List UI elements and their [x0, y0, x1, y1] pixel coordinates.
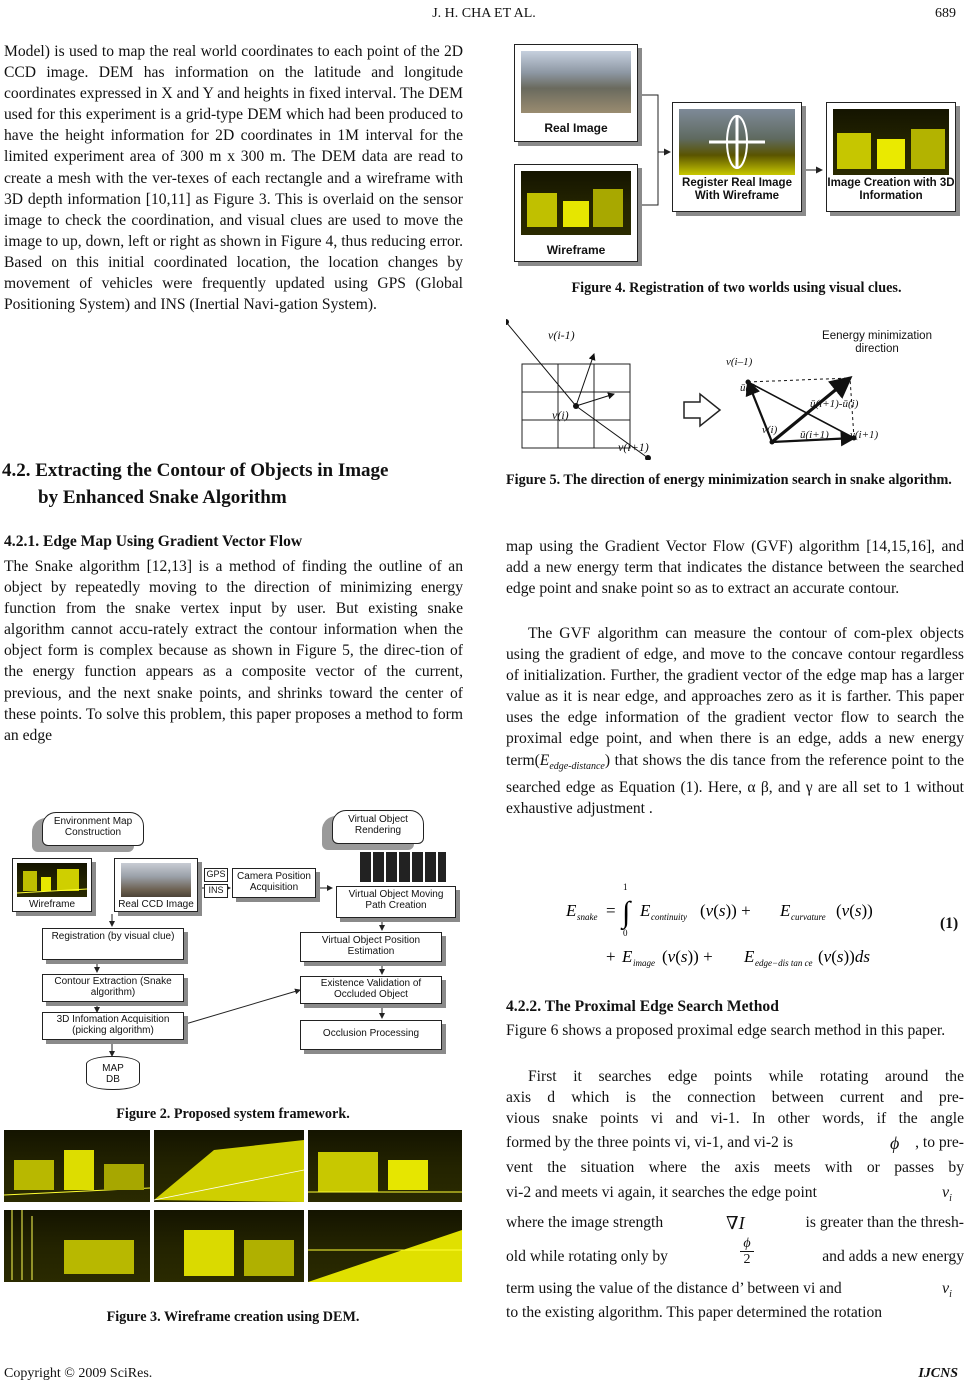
svg-text:E: E: [566, 901, 577, 920]
figure-3: [4, 1130, 462, 1285]
env-map-box: Environment Map Construction: [42, 812, 144, 846]
figure-4-caption: Figure 4. Registration of two worlds using visual clues.: [571, 280, 902, 296]
rendering-thumbnails: [360, 852, 446, 882]
figure-5-caption: Figure 5. The direction of energy minimization search in snake algorithm.: [506, 472, 952, 488]
equation-number: (1): [940, 915, 959, 932]
svg-text:curvature: curvature: [791, 912, 826, 922]
creation-label: Image Creation with 3D Information: [827, 177, 955, 202]
body-paragraph: map using the Gradient Vector Flow (GVF) algorithm [14,15,16], and add a new energy term that indicates the distance between the searched edge point and snake point so as to extract an accurate contour.: [506, 538, 964, 598]
label-u-next: ū(i+1): [800, 429, 829, 441]
contour-box: Contour Extraction (Snake algorithm): [42, 974, 184, 1002]
subsection-heading: 4.2.2. The Proximal Edge Search Method: [506, 998, 779, 1015]
figure-4: [510, 40, 962, 270]
svg-text:0: 0: [623, 928, 628, 938]
body-paragraph: Figure 6 shows a proposed proximal edge search method in this paper.: [506, 1022, 946, 1039]
wireframe-box: [12, 858, 92, 912]
creation-box: [826, 102, 956, 212]
energy-direction-label: Eenergy minimization direction: [822, 330, 932, 355]
svg-text:(v(s)): (v(s)): [836, 901, 873, 920]
registered-image: [679, 109, 795, 175]
wireframe-tile: [308, 1210, 462, 1282]
svg-text:+: +: [606, 947, 616, 966]
section-heading: [2, 457, 388, 484]
wireframe-render: [521, 171, 631, 235]
label-v-cur: v(i): [552, 408, 569, 422]
creation-image: [833, 109, 949, 175]
journal-name: IJCNS: [918, 1366, 958, 1381]
real-ccd-label: Real CCD Image: [118, 899, 194, 910]
section-title-line2: by Enhanced Snake Algorithm: [38, 487, 287, 508]
real-image-label: Real Image: [544, 121, 608, 135]
svg-text:image: image: [633, 958, 655, 968]
wireframe-box: [514, 164, 638, 262]
map-db-cylinder: MAP DB: [86, 1056, 140, 1090]
label-v-next-2: v(i+1): [850, 429, 879, 441]
wireframe-tile: [4, 1210, 150, 1282]
real-image-box: [514, 44, 638, 142]
body-paragraph: The Snake algorithm [12,13] is a method of finding the outline of an object by repeatedly moving to the direction of minimizing energy function from the snake vertex input by user. But existing snake algorithm cannot accu-rately extract the contour information when the object form is complex because as shown in Figure 5, the direc-tion of the energy function appears as a composite vector of the current, previous, and the next snake points, and shrinks toward the center of these points. To solve this problem, this paper proposes a method to form an edge: [4, 558, 463, 744]
body-paragraph: The GVF algorithm can measure the contour of com-plex objects using the gradient of edge, and move to the concave contour regardless of initialization. Further, the gradient vector of the edge map has a larger value as it is near edge, and approaches zero as it is farther. This paper uses the edge information of the gradient vector flow to search the proximal edge point, and when there is an edge, adds a new energy $term(E_{edge-distance})$ that shows the dis tance from the reference point to the searched edge as Equation (1). Here, α β, and γ are all set to 1 without exhaustive adjustment .: [506, 625, 964, 817]
virtual-render-box: Virtual Object Rendering: [332, 810, 424, 844]
svg-text:E: E: [640, 901, 651, 920]
gps-box: GPS: [204, 868, 228, 882]
wireframe-label: Wireframe: [28, 899, 76, 910]
equation-1: [560, 880, 920, 976]
svg-text:E: E: [744, 947, 755, 966]
info3d-box: 3D Infomation Acquisition (picking algorithm): [42, 1012, 184, 1040]
svg-text:continuity: continuity: [651, 912, 687, 922]
label-v-next: v(i+1): [618, 440, 649, 454]
wireframe-tile: [154, 1210, 304, 1282]
figure-2: [2, 800, 464, 1092]
register-box: [672, 102, 802, 212]
moving-path-box: Virtual Object Moving Path Creation: [336, 886, 456, 918]
svg-text:(v(s)) +: (v(s)) +: [662, 947, 713, 966]
figure-2-caption: Figure 2. Proposed system framework.: [116, 1106, 350, 1122]
ccd-photo-thumbnail: [121, 863, 191, 897]
section-number: 4.2.: [2, 460, 31, 481]
equation-formula: [560, 880, 920, 976]
register-label: Register Real Image With Wireframe: [682, 177, 792, 202]
subsection-heading: 4.2.1. Edge Map Using Gradient Vector Flow: [4, 533, 303, 550]
body-paragraph: Model) is used to map the real world coordinates to each point of the 2D CCD image. DEM has information on the latitude and longitude coordinates expressed in X and Y and heights in fixed interval. The DEM used for this experiment is a grid-type DEM which had been produced to have the height information for 2D coordinates in 1M interval for the limited experiment area of 300 m x 300 m. The DEM data are read to create a mesh with the ver-texes of each rectangle and a wireframe with 3D depth information [10,11] as Figure 3. This is overlaid on the sensor image to check the coordination, and visual clues are used to move the image to up, down, left or right as shown in Figure 4, thus reducing error. Based on this initial coordinated location, the location changes by movement of vehicles were frequently updated using GPS (Global Positioning System) and INS (Inertial Navi-gation System).: [4, 43, 463, 314]
label-v-prev: v(i-1): [548, 328, 575, 342]
label-v-prev-2: v(i–1): [726, 356, 753, 368]
wireframe-thumbnail: [17, 863, 87, 897]
svg-text:E: E: [780, 901, 791, 920]
svg-text:∫: ∫: [622, 896, 631, 929]
svg-text:snake: snake: [577, 912, 598, 922]
page-number: 689: [935, 6, 956, 21]
copyright: Copyright © 2009 SciRes.: [4, 1366, 153, 1381]
camera-position-box: Camera Position Acquisition: [232, 868, 316, 898]
svg-text:(v(s))ds: (v(s))ds: [818, 947, 870, 966]
figure-3-caption: Figure 3. Wireframe creation using DEM.: [106, 1309, 360, 1325]
running-header-authors: J. H. CHA ET AL.: [432, 6, 536, 21]
svg-text:E: E: [622, 947, 633, 966]
wireframe-tile: [4, 1130, 150, 1202]
svg-text:1: 1: [623, 882, 628, 892]
svg-text:(v(s)) +: (v(s)) +: [700, 901, 751, 920]
real-ccd-box: [114, 858, 198, 912]
vobj-position-box: Virtual Object Position Estimation: [300, 932, 442, 962]
wireframe-tile: [308, 1130, 462, 1202]
wireframe-tile: [154, 1130, 304, 1202]
svg-text:edge−dis tan ce: edge−dis tan ce: [755, 958, 813, 968]
body-paragraph: First it searches edge points while rotating around the axis d which is the connection between current and pre- vious snake points vi and vi-1. In other words, if the angle formed by the three points vi, vi-1, and vi-2 is ϕ , to pre- vent the situation where the axis meets with or passes by vi-2 and meets vi again, it searches the edge point $v_i$ where the image strength ∇I is greater than the thresh- old while rotating only by ϕ 2 and adds a new energy term using the value of the distance d’ between vi and $v_i$ to the existing algorithm. This paper determined the rotation: [506, 1068, 964, 1322]
real-photo: [521, 51, 631, 113]
figure-5: [506, 318, 962, 460]
section-title-line1: Extracting the Contour of Objects in Image: [35, 460, 389, 481]
label-u-diff: ū(i+1)-ū(i): [810, 398, 859, 410]
registration-box: Registration (by visual clue): [42, 928, 184, 960]
occlusion-box: Occlusion Processing: [300, 1020, 442, 1050]
wireframe-label: Wireframe: [546, 243, 606, 257]
existence-box: Existence Validation of Occluded Object: [300, 976, 442, 1004]
svg-text:=: =: [606, 901, 616, 920]
label-u-i: ū(i): [740, 382, 756, 394]
label-v-i-2: v(i): [762, 424, 778, 436]
ins-box: INS: [204, 884, 228, 898]
